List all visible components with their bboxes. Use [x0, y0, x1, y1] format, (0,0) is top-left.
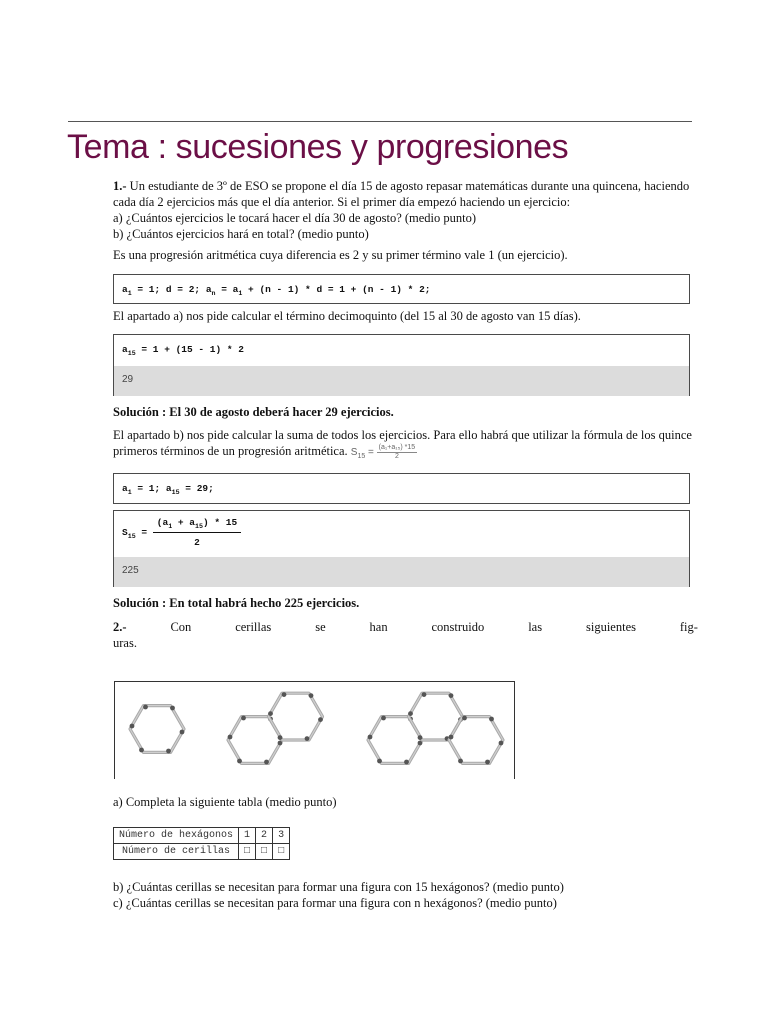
q2-part-c: c) ¿Cuántas cerillas se necesitan para formar una figura con n hexágonos? (medio punto): [113, 896, 557, 910]
table-cell-empty[interactable]: □: [273, 844, 290, 860]
q1-part-a-text: El apartado a) nos pide calcular el término decimoquinto (del 15 al 30 de agosto van 15 días).: [113, 309, 581, 323]
output-cell-2-value: 29: [122, 374, 134, 385]
table-cell-empty[interactable]: □: [256, 844, 273, 860]
table-cell: 1: [239, 828, 256, 844]
q1-intro-line2: cada día 2 ejercicios más que el día anterior. Si el primer día empezó haciendo un ejercicio:: [113, 195, 571, 209]
hexagon-figure-2: [228, 692, 323, 764]
input-cell-2-code: $a_{15} = 1 + (15 - 1) * 2$: [122, 344, 245, 357]
q2-intro-line1: 2.- Con cerillas se han construido las siguientes fig-: [113, 620, 698, 634]
hexagons-drawing: [115, 682, 514, 779]
q2-part-a: a) Completa la siguiente tabla (medio punto): [113, 795, 337, 809]
q2-number: 2.-: [113, 620, 127, 634]
output-cell-2: [114, 366, 689, 396]
q1-part-b: b) ¿Cuántos ejercicios hará en total? (medio punto): [113, 227, 369, 241]
top-rule: [68, 121, 692, 122]
page-title: Tema : sucesiones y progresiones: [67, 128, 569, 166]
q1-number: 1.-: [113, 179, 127, 193]
input-cell-4-code: $S_{15}$ = $\frac{(a_1 + a_{15}) * 15}{2}$: [122, 517, 241, 548]
input-cell-1-code: $a_1 = 1$; d = 2; $a_n = a_1 + (n - 1) * d = 1 + (n - 1) * 2$;: [122, 284, 431, 297]
q1-explanation: Es una progresión aritmética cuya diferencia es 2 y su primer término vale 1 (un ejercicio).: [113, 248, 568, 262]
table-cell: 2: [256, 828, 273, 844]
hexagon-table: [113, 827, 290, 860]
q1-part-b-line1: El apartado b) nos pide calcular la suma de todos los ejercicios. Para ello habrá que utilizar la fórmula de los quince: [113, 428, 692, 442]
q1-solution-b: Solución : En total habrá hecho 225 ejercicios.: [113, 596, 360, 610]
q1-part-b-line2: primeros términos de un progresión aritmética. $S_{15}$ = $\frac{\text{(a₁+a₁₅) *15}}{2}$: [113, 443, 416, 460]
q2-part-b: b) ¿Cuántas cerillas se necesitan para formar una figura con 15 hexágonos? (medio punto): [113, 880, 564, 894]
hexagon-figure-3: [368, 692, 504, 764]
output-cell-4-value: 225: [122, 565, 139, 576]
table-row: [114, 828, 290, 844]
input-cell-1[interactable]: [113, 274, 690, 304]
q1-solution-a: Solución : El 30 de agosto deberá hacer 29 ejercicios.: [113, 405, 394, 419]
table-cell-empty[interactable]: □: [239, 844, 256, 860]
hexagon-figure-1: [130, 705, 185, 754]
input-cell-3-code: $a_1 = 1$; $a_{15} = 29$;: [122, 483, 214, 496]
input-cell-2[interactable]: [113, 334, 690, 396]
inline-formula: $S_{15}$ = $\frac{\text{(a₁+a₁₅) *15}}{2}$: [350, 443, 416, 460]
table-row-label: Número de cerillas: [114, 844, 239, 860]
table-cell: 3: [273, 828, 290, 844]
input-cell-3[interactable]: [113, 473, 690, 504]
table-row-label: Número de hexágonos: [114, 828, 239, 844]
table-row: [114, 844, 290, 860]
q1-part-a: a) ¿Cuántos ejercicios le tocará hacer el día 30 de agosto? (medio punto): [113, 211, 477, 225]
q2-intro-line2: uras.: [113, 636, 137, 650]
matchstick-hexagons-figure: [114, 681, 515, 779]
q1-intro-line1: 1.- Un estudiante de 3º de ESO se propone el día 15 de agosto repasar matemáticas durante una quincena, haciendo: [113, 179, 690, 193]
input-cell-4[interactable]: [113, 510, 690, 587]
output-cell-4: [114, 557, 689, 587]
